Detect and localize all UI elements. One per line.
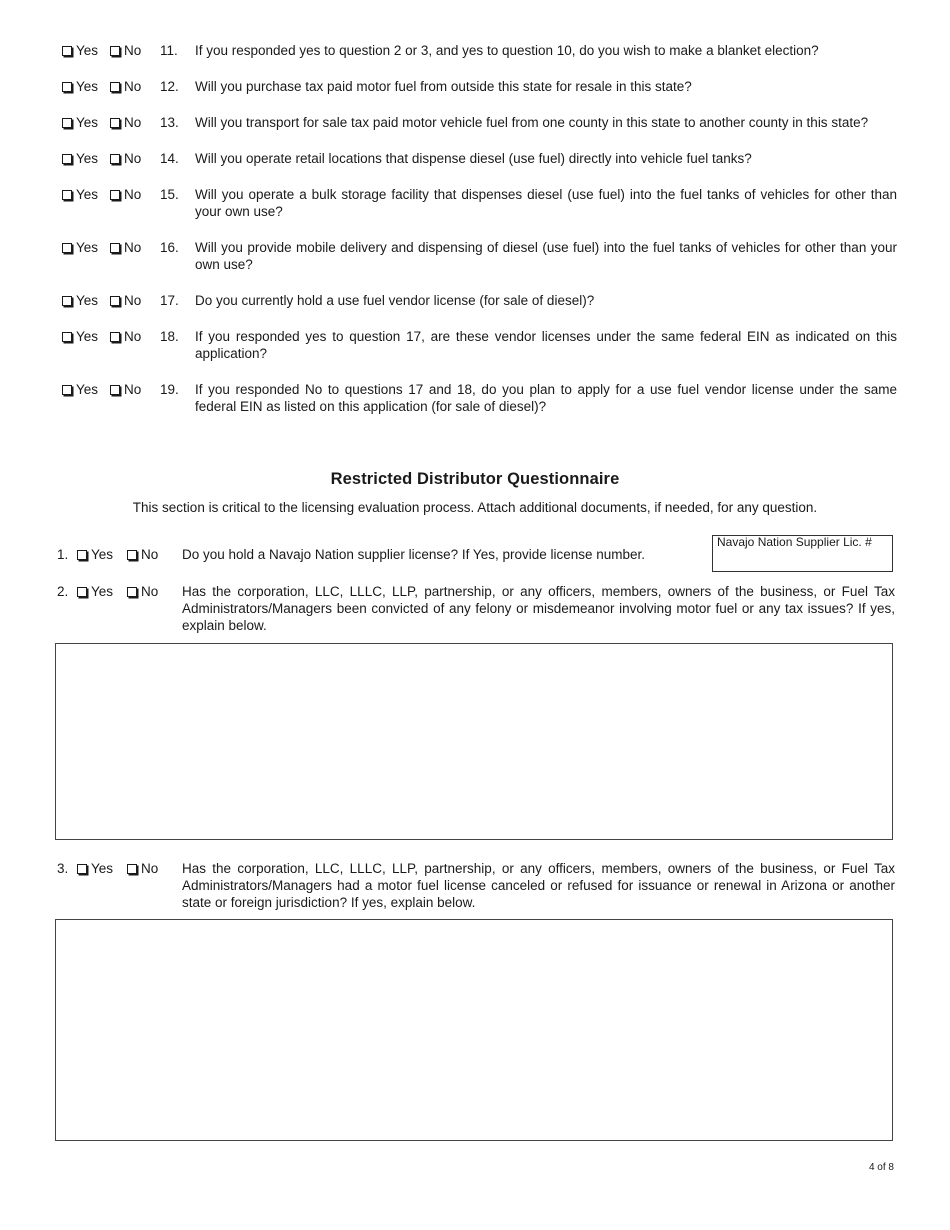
checkbox-icon: [77, 550, 87, 560]
question-14: [62, 150, 897, 167]
question-number: 17.: [160, 293, 179, 308]
question-text: Will you transport for sale tax paid motor vehicle fuel from one county in this state to another county in this state?: [195, 115, 869, 130]
no-checkbox[interactable]: No: [127, 546, 158, 563]
yes-no-group: [62, 328, 160, 345]
checkbox-icon: [77, 864, 87, 874]
question-number: 12.: [160, 79, 179, 94]
question-number: 2.: [57, 584, 69, 599]
checkbox-icon: [110, 296, 120, 306]
yes-checkbox[interactable]: Yes: [62, 328, 98, 345]
checkbox-icon: [110, 243, 120, 253]
checkbox-icon: [110, 190, 120, 200]
no-checkbox[interactable]: No: [110, 381, 141, 398]
question-19: [62, 381, 897, 415]
yes-no-group: [62, 381, 160, 398]
checkbox-icon: [62, 118, 72, 128]
checkbox-icon: [62, 82, 72, 92]
question-text: If you responded yes to question 17, are these vendor licenses under the same federal EIN as indicated on this application?: [195, 329, 897, 361]
yes-checkbox[interactable]: Yes: [62, 292, 98, 309]
rd-question-2: [57, 583, 895, 634]
yes-no-group: [62, 42, 160, 59]
no-checkbox[interactable]: No: [110, 186, 141, 203]
question-number: 11.: [160, 43, 178, 58]
checkbox-icon: [62, 385, 72, 395]
no-checkbox[interactable]: No: [127, 860, 158, 877]
no-checkbox[interactable]: No: [127, 583, 158, 600]
yes-checkbox[interactable]: Yes: [62, 114, 98, 131]
question-number: 15.: [160, 187, 179, 202]
no-checkbox[interactable]: No: [110, 114, 141, 131]
question-17: [62, 292, 897, 309]
question-number: 1.: [57, 547, 69, 562]
checkbox-icon: [110, 82, 120, 92]
field-label: Navajo Nation Supplier Lic. #: [717, 535, 872, 549]
no-checkbox[interactable]: No: [110, 78, 141, 95]
yes-checkbox[interactable]: Yes: [62, 381, 98, 398]
question-number: 14.: [160, 151, 179, 166]
question-text: If you responded yes to question 2 or 3, and yes to question 10, do you wish to make a blanket election?: [195, 43, 819, 58]
yes-checkbox[interactable]: Yes: [62, 78, 98, 95]
yes-checkbox[interactable]: Yes: [77, 583, 113, 600]
question-12: [62, 78, 897, 95]
question-16: [62, 239, 897, 273]
yes-checkbox[interactable]: Yes: [62, 186, 98, 203]
checkbox-icon: [62, 332, 72, 342]
checkbox-icon: [77, 587, 87, 597]
question-15: [62, 186, 897, 220]
checkbox-icon: [110, 46, 120, 56]
no-checkbox[interactable]: No: [110, 150, 141, 167]
question-text: Has the corporation, LLC, LLLC, LLP, partnership, or any officers, members, owners of the business, or Fuel Tax Administrators/Managers been convicted of any felony or misdemeanor involving motor fuel or any tax issues? If yes, explain below.: [182, 584, 895, 633]
question-text: Do you hold a Navajo Nation supplier license? If Yes, provide license number.: [182, 547, 646, 562]
checkbox-icon: [62, 154, 72, 164]
checkbox-icon: [110, 118, 120, 128]
yes-no-group: [62, 150, 160, 167]
question-11: [62, 42, 897, 59]
no-checkbox[interactable]: No: [110, 239, 141, 256]
yes-no-group: [77, 860, 182, 877]
yes-checkbox[interactable]: Yes: [77, 546, 113, 563]
navajo-license-field[interactable]: [712, 535, 893, 572]
no-checkbox[interactable]: No: [110, 328, 141, 345]
checkbox-icon: [62, 190, 72, 200]
rd-question-3: [57, 860, 895, 911]
question-number: 16.: [160, 240, 179, 255]
yes-no-group: [62, 292, 160, 309]
question-number: 19.: [160, 382, 179, 397]
section-intro: This section is critical to the licensing evaluation process. Attach additional documents, if needed, for any question.: [132, 500, 818, 515]
no-checkbox[interactable]: No: [110, 292, 141, 309]
checkbox-icon: [127, 864, 137, 874]
yes-no-group: [62, 239, 160, 256]
checkbox-icon: [110, 154, 120, 164]
yes-no-group: [77, 546, 182, 563]
checkbox-icon: [127, 550, 137, 560]
yes-no-group: [77, 583, 182, 600]
no-checkbox[interactable]: No: [110, 42, 141, 59]
question-18: [62, 328, 897, 362]
yes-checkbox[interactable]: Yes: [62, 239, 98, 256]
checkbox-icon: [62, 296, 72, 306]
explanation-box-q3[interactable]: [55, 919, 893, 1141]
question-number: 18.: [160, 329, 179, 344]
yes-checkbox[interactable]: Yes: [62, 42, 98, 59]
checkbox-icon: [127, 587, 137, 597]
question-text: If you responded No to questions 17 and 18, do you plan to apply for a use fuel vendor license under the same federal EIN as listed on this application (for sale of diesel)?: [195, 382, 897, 414]
question-text: Do you currently hold a use fuel vendor license (for sale of diesel)?: [195, 293, 595, 308]
yes-no-group: [62, 78, 160, 95]
question-13: [62, 114, 897, 131]
checkbox-icon: [62, 243, 72, 253]
yes-no-group: [62, 186, 160, 203]
question-text: Will you purchase tax paid motor fuel from outside this state for resale in this state?: [195, 79, 692, 94]
yes-checkbox[interactable]: Yes: [62, 150, 98, 167]
question-number: 13.: [160, 115, 179, 130]
checkbox-icon: [62, 46, 72, 56]
fuel-questions-list: [62, 42, 897, 415]
checkbox-icon: [110, 385, 120, 395]
question-text: Has the corporation, LLC, LLLC, LLP, partnership, or any officers, members, owners of the business, or Fuel Tax Administrators/Managers had a motor fuel license canceled or refused for issuance or renewal in Arizona or another state or foreign jurisdiction? If yes, explain below.: [182, 861, 895, 910]
page-number: 4 of 8: [868, 1162, 894, 1173]
question-text: Will you operate retail locations that dispense diesel (use fuel) directly into vehicle fuel tanks?: [195, 151, 752, 166]
question-number: 3.: [57, 861, 69, 876]
explanation-box-q2[interactable]: [55, 643, 893, 840]
section-title: Restricted Distributor Questionnaire: [330, 470, 620, 488]
yes-checkbox[interactable]: Yes: [77, 860, 113, 877]
question-text: Will you operate a bulk storage facility that dispenses diesel (use fuel) into the fuel tanks of vehicles for other than your own use?: [195, 187, 897, 219]
question-text: Will you provide mobile delivery and dispensing of diesel (use fuel) into the fuel tanks of vehicles for other than your own use?: [195, 240, 897, 272]
checkbox-icon: [110, 332, 120, 342]
yes-no-group: [62, 114, 160, 131]
